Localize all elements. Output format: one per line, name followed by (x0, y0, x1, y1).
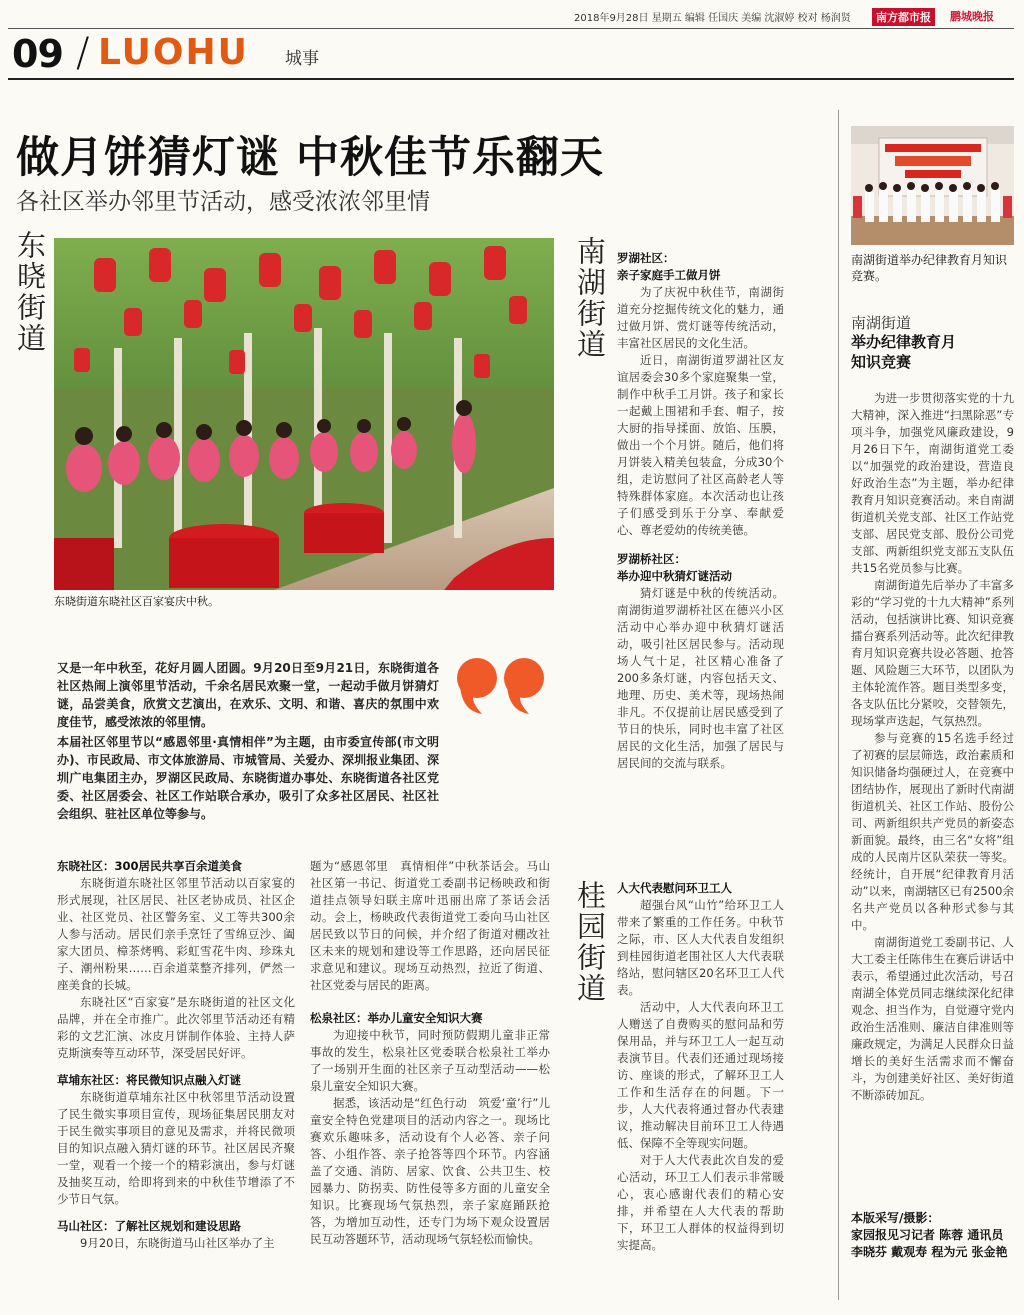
column-divider (838, 110, 839, 1300)
top-rule (8, 28, 1014, 29)
story-title: 举办迎中秋猜灯谜活动 (617, 569, 732, 583)
sidebar-paragraph: 为进一步贯彻落实党的十九大精神，深入推进“扫黑除恶”专项斗争，加强党风廉政建设，9月26日下午，南湖街道党工委以“加强党的政治建设，营造良好政治生态”为主题，举办纪律教育月知识竞赛活动。来自南湖街道机关党支部、社区工作站党支部、居民党支部、股份公司党支部、两新组织党支部五支队伍共15名党员参与比赛。 (851, 391, 1014, 575)
section-rule (8, 78, 1014, 80)
story-paragraph: 对于人大代表此次自发的爱心活动，环卫工人们表示非常暖心，衷心感谢代表们的精心安排，并希望在人大代表的帮助下，环卫工人群体的权益得到切实提高。 (617, 1153, 784, 1252)
story-paragraph: 为了庆祝中秋佳节，南湖街道充分挖掘传统文化的魅力，通过做月饼、赏灯谜等传统活动，丰富社区居民的文化生活。 (617, 285, 784, 350)
story-paragraph: 超强台风“山竹”给环卫工人带来了繁重的工作任务。中秋节之际，市、区人大代表自发组织到桂园街道老围社区人大代表联络站，慰问辖区20名环卫工人代表。 (617, 898, 784, 997)
intro-block (57, 659, 439, 825)
sidebar-title-line2: 知识竞赛 (851, 353, 912, 371)
story-paragraph: 近日，南湖街道罗湖社区友谊居委会30多个家庭聚集一堂，制作中秋手工月饼。孩子和家长一起戴上围裙和手套、帽子，按大厨的指导揉面、放馅、压膜，做出一个个月饼。随后，他们将月饼装入精美包装盒，分成30个组，走访慰问了社区高龄老人等特殊群体家庭。本次活动也让孩子们感受到乐于分享、奉献爱心、尊老爱幼的传统美德。 (617, 353, 784, 537)
story-title: 人大代表慰问环卫工人 (617, 881, 732, 895)
story-title: 东晓社区：300居民共享百余道美食 (57, 859, 243, 873)
headline: 做月饼猜灯谜 中秋佳节乐翻天 (16, 133, 604, 183)
story-paragraph: 9月20日，东晓街道马山社区举办了主 (80, 1236, 275, 1250)
story-title: 松泉社区：举办儿童安全知识大赛 (310, 1011, 483, 1025)
sidebar-photo (851, 126, 1014, 245)
story-title: 罗湖桥社区： (617, 552, 686, 566)
story-paragraph: 据悉，该活动是“红色行动 筑爱‘童’行”儿童安全特色党建项目的活动内容之一。现场比赛欢乐趣味多，活动设有个人必答、亲子问答、小组作答、亲子抢答等四个环节。内容涵盖了交通、消防、居家、饮食、公共卫生、校园暴力、防拐卖、防性侵等多方面的儿童安全知识。比赛现场气氛热烈，亲子家庭踊跃抢答，为增加互动性，还专门为场下观众设置居民互动答题环节，活动现场气氛轻松而愉快。 (310, 1096, 550, 1246)
column-guiyuan (617, 880, 784, 1254)
story-paragraph: 东晓社区“百家宴”是东晓街道的社区文化品牌，并在全市推广。此次邻里节活动还有精彩的文艺汇演、冰皮月饼制作体验、主持人萨克斯演奏等互动环节，深受居民好评。 (57, 995, 295, 1060)
story-title: 马山社区：了解社区规划和建设思路 (57, 1219, 241, 1233)
sidebar-subtitle: 南湖街道 (851, 314, 912, 332)
story-title: 罗湖社区： (617, 251, 675, 265)
story-paragraph: 为迎接中秋节，同时预防假期儿童非正常事故的发生，松泉社区党委联合松泉社工举办了一场别开生面的社区亲子互动型活动——松泉儿童安全知识大赛。 (310, 1028, 550, 1093)
subheadline: 各社区举办邻里节活动，感受浓浓邻里情 (16, 189, 430, 215)
sidebar-paragraph: 南湖街道先后举办了丰富多彩的“学习党的十九大精神”系列活动，包括演讲比赛、知识竞赛擂台赛系列活动等。此次纪律教育月知识竞赛共设必答题、抢答题、风险题三大环节，以团队为主体轮流作答。题目类型多变，各支队伍比分紧咬，交替领先，现场掌声迭起，气氛热烈。 (851, 578, 1014, 728)
credits-names: 家园报见习记者 陈蓉 通讯员 李晓芬 戴观寿 程为元 张金艳 (851, 1228, 1008, 1259)
sidebar-article (851, 390, 1014, 1104)
section-slash: / (76, 30, 90, 76)
masthead-bar (0, 0, 1024, 28)
main-photo-caption: 东晓街道东晓社区百家宴庆中秋。 (54, 595, 219, 608)
district-label-dongxiao: 东晓街道 (13, 230, 47, 354)
main-photo (54, 238, 554, 590)
credits-label: 本版采写/摄影： (851, 1211, 940, 1225)
site-logo[interactable]: 鹏城晚报 (950, 10, 994, 23)
column-nanhu (617, 250, 784, 772)
date-line: 2018年9月28日 星期五 编辑 任国庆 美编 沈淑婷 校对 杨润贤 (574, 13, 851, 24)
intro-paragraph: 又是一年中秋至，花好月圆人团圆。9月20日至9月21日，东晓街道各社区热闹上演邻里节活动，千余名居民欢聚一堂，一起动手做月饼猜灯谜，品尝美食，欣赏文艺演出，在欢乐、文明、和谐、喜庆的氛围中欢度佳节，感受浓浓的邻里情。 (57, 661, 439, 729)
story-title: 草埔东社区：将民微知识点融入灯谜 (57, 1073, 241, 1087)
paper-logo[interactable]: 南方都市报 (872, 8, 935, 26)
story-paragraph: 活动中，人大代表向环卫工人赠送了自费购买的慰问品和劳保用品，并与环卫工人一起互动表演节目。代表们还通过现场接访、座谈的形式，了解环卫工人工作和生活存在的问题。下一步，人大代表将通过督办代表建议，推动解决目前环卫工人待遇低、保障不全等现实问题。 (617, 1000, 784, 1150)
section-subname: 城事 (285, 49, 319, 69)
intro-paragraph: 本届社区邻里节以“感恩邻里·真情相伴”为主题，由市委宣传部(市文明办)、市民政局、市文体旅游局、市城管局、关爱办、深圳报业集团、深圳广电集团主办，罗湖区民政局、东晓街道办事处、东晓街道各社区党委、社区居委会、社区工作站联合承办，吸引了众多社区居民、社区社会组织、驻社区单位等参与。 (57, 735, 439, 821)
column-dongxiao-1 (57, 858, 295, 1252)
district-label-guiyuan: 桂园街道 (573, 880, 607, 1004)
district-label-nanhu: 南湖街道 (573, 236, 607, 360)
story-paragraph: 东晓街道草埔东社区中秋邻里节活动设置了民生微实事项目宣传，现场征集居民朋友对于民生微实事项目的意见及需求，并将民微项目的知识点融入猜灯谜的环节。社区居民齐聚一堂，观看一个接一个的精彩演出，参与灯谜及抽奖互动，给即将到来的中秋佳节增添了不少节日气氛。 (57, 1090, 295, 1206)
story-paragraph: 题为“感恩邻里 真情相伴”中秋茶话会。马山社区第一书记、街道党工委副书记杨映政和街道挂点领导妇联主席叶迅丽出席了茶话会活动。会上，杨映政代表街道党工委向马山社区居民致以节日的问候，并介绍了街道对棚改社区未来的规划和建设等工作思路，还向居民征求意见和建议。现场互动热烈，拉近了街道、社区党委与居民的距离。 (310, 859, 550, 992)
quote-mark-icon (452, 656, 552, 716)
page-number: 09 (12, 32, 63, 76)
sidebar-title-line1: 举办纪律教育月 (851, 333, 957, 351)
sidebar-photo-caption: 南湖街道举办纪律教育月知识竞赛。 (851, 253, 1008, 283)
sidebar-paragraph: 南湖街道党工委副书记、人大工委主任陈伟生在赛后讲话中表示，希望通过此次活动，号召南湖全体党员同志继续深化纪律观念、担当作为，自觉遵守党内政治生活准则、廉洁自律准则等廉政规定，为满足人民群众日益增长的美好生活需求而不懈奋斗，为创建美好社区、美好街道不断添砖加瓦。 (851, 935, 1014, 1102)
sidebar-photo-illustration (851, 126, 1014, 245)
section-name: LUOHU (98, 32, 249, 73)
sidebar-paragraph: 参与竞赛的15名选手经过了初赛的层层筛选，政治素质和知识储备均强硬过人，在竞赛中团结协作，展现出了新时代南湖街道机关、社区工作站、股份公司、两新组织共产党员的新姿态新面貌。最终，由三名“女将”组成的人民南片区队荣获一等奖。经统计，自开展“纪律教育月活动”以来，南湖辖区已有2500余名共产党员以各种形式参与其中。 (851, 731, 1014, 932)
story-title: 亲子家庭手工做月饼 (617, 268, 721, 282)
column-dongxiao-2 (310, 858, 550, 1248)
story-paragraph: 东晓街道东晓社区邻里节活动以百家宴的形式展现，社区居民、社区老协成员、社区企业、社区党员、社区警务室、义工等共300余人参与活动。居民们亲手烹饪了雪绵豆沙、阖家大团员、樟茶烤鸭、彩虹雪花牛肉、珍珠丸子、潮州粉果……百余道菜整齐排列，俨然一座美食的长城。 (57, 876, 295, 992)
story-paragraph: 猜灯谜是中秋的传统活动。南湖街道罗湖桥社区在德兴小区活动中心举办迎中秋猜灯谜活动，吸引社区居民参与。活动现场人气十足，社区精心准备了200多条灯谜，内容包括天文、地理、历史、美术等，现场热闹非凡。不仅提前让居民感受到了节日的快乐，同时也丰富了社区居民的文化生活，加强了居民与居民间的交流与联系。 (617, 586, 784, 770)
main-photo-illustration (54, 238, 554, 590)
credits (851, 1210, 1014, 1261)
